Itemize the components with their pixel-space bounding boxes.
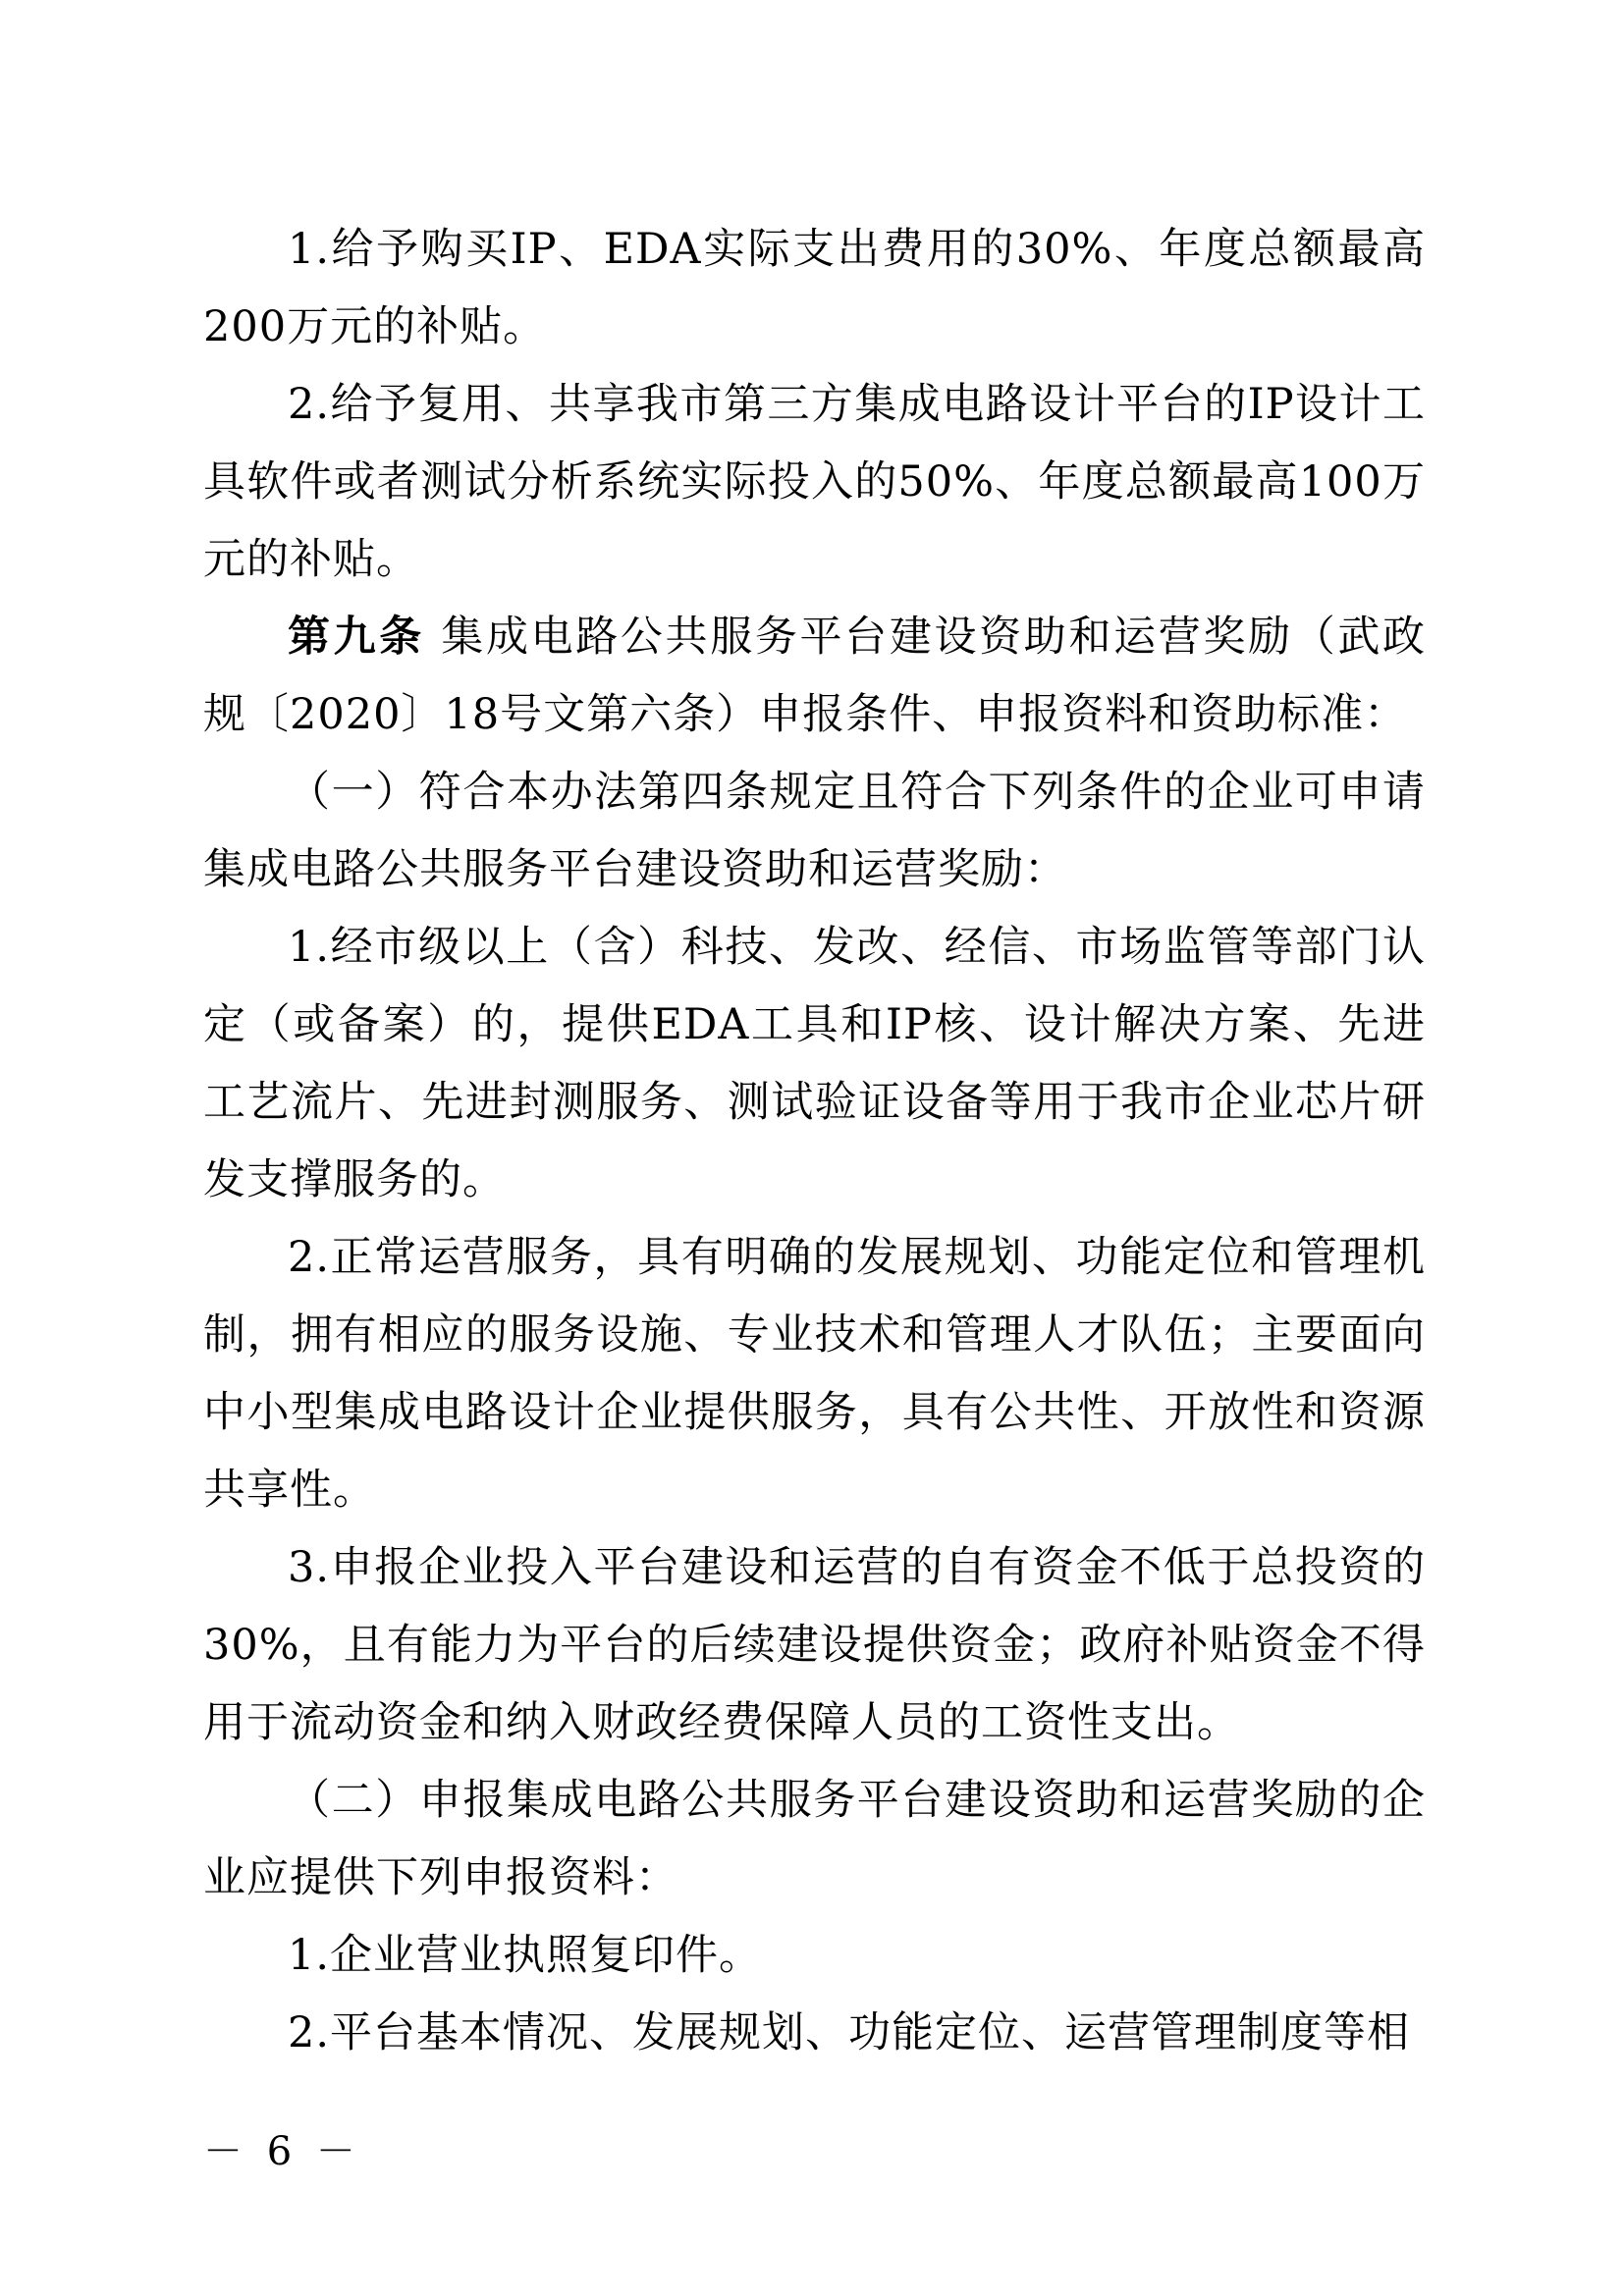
paragraph-materials-intro (203, 1762, 1426, 1917)
paragraph-eligibility-intro (203, 754, 1426, 909)
paragraph-text: 1.给予购买IP、EDA实际支出费用的30%、年度总额最高200万元的补贴。 (203, 225, 1426, 351)
paragraph-condition-1 (203, 909, 1426, 1219)
paragraph-shared-platform-subsidy (203, 366, 1426, 599)
paragraph-condition-2 (203, 1219, 1426, 1529)
paragraph-text: 2.给予复用、共享我市第三方集成电路设计平台的IP设计工具软件或者测试分析系统实际投入的50%、年度总额最高100万元的补贴。 (203, 380, 1426, 584)
paragraph-text: 3.申报企业投入平台建设和运营的自有资金不低于总投资的30%，且有能力为平台的后续建设提供资金；政府补贴资金不得用于流动资金和纳入财政经费保障人员的工资性支出。 (203, 1543, 1426, 1747)
paragraph-material-1 (203, 1917, 1426, 1995)
page-number: － 6 － (203, 2129, 361, 2174)
paragraph-text: 1.企业营业执照复印件。 (288, 1931, 763, 1980)
article-heading: 第九条 (288, 613, 425, 662)
paragraph-text: 1.经市级以上（含）科技、发改、经信、市场监管等部门认定（或备案）的，提供EDA工具和IP核、设计解决方案、先进工艺流片、先进封测服务、测试验证设备等用于我市企业芯片研发支撑服务的。 (203, 923, 1426, 1204)
paragraph-ip-eda-subsidy (203, 211, 1426, 366)
paragraph-material-2 (203, 1995, 1426, 2072)
paragraph-condition-3 (203, 1529, 1426, 1762)
paragraph-text: 集成电路公共服务平台建设资助和运营奖励（武政规〔2020〕18号文第六条）申报条件、申报资料和资助标准： (203, 613, 1427, 739)
paragraph-text: （二）申报集成电路公共服务平台建设资助和运营奖励的企业应提供下列申报资料： (203, 1776, 1426, 1902)
document-body (203, 211, 1426, 2072)
paragraph-text: （一）符合本办法第四条规定且符合下列条件的企业可申请集成电路公共服务平台建设资助和运营奖励： (203, 768, 1426, 894)
paragraph-text: 2.平台基本情况、发展规划、功能定位、运营管理制度等相 (288, 2008, 1411, 2057)
paragraph-article-nine (203, 599, 1426, 754)
paragraph-text: 2.正常运营服务，具有明确的发展规划、功能定位和管理机制，拥有相应的服务设施、专业技术和管理人才队伍；主要面向中小型集成电路设计企业提供服务，具有公共性、开放性和资源共享性。 (203, 1233, 1426, 1515)
